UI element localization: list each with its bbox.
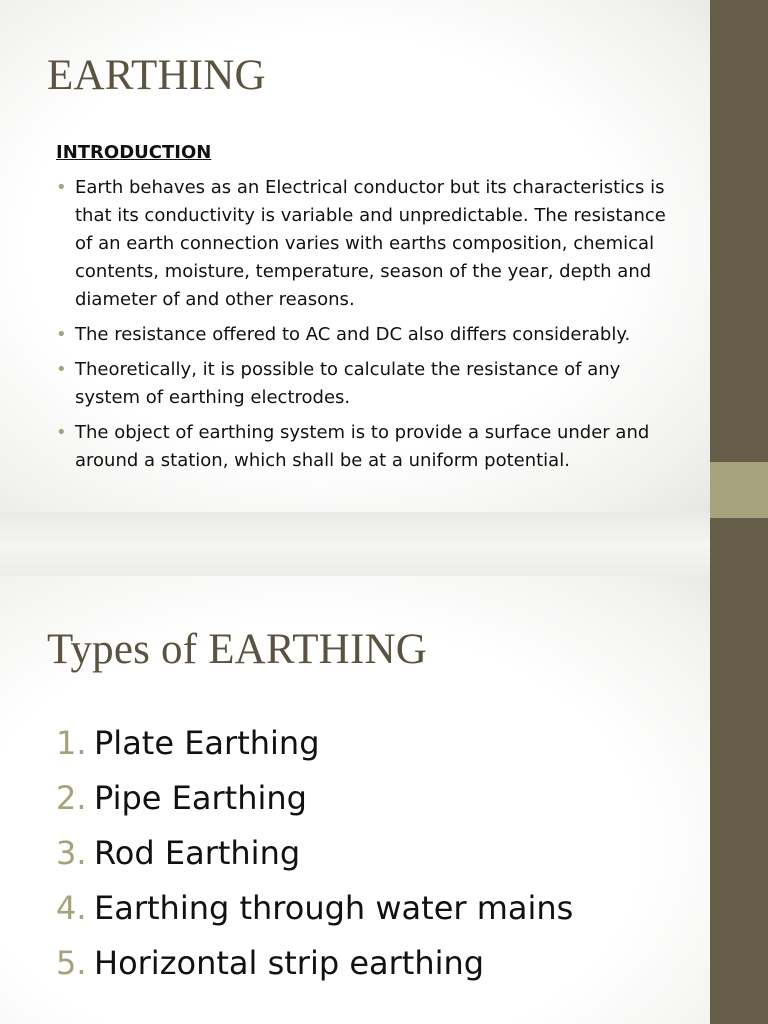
type-item-pipe — [56, 771, 573, 826]
type-item-water-mains — [56, 881, 573, 936]
slide-separator — [0, 512, 768, 576]
item-number: 1. — [56, 724, 87, 762]
item-label: Earthing through water mains — [94, 889, 574, 927]
bullet-list — [56, 174, 668, 482]
types-list — [56, 716, 573, 991]
bullet-item — [56, 174, 668, 314]
section-heading: INTRODUCTION — [56, 142, 212, 163]
bullet-item — [56, 419, 668, 475]
type-item-rod — [56, 826, 573, 881]
bullet-text: Earth behaves as an Electrical conductor but its characteristics is that its conductivity is variable and unpredictable. The resistance of an earth connection varies with earths composition, chemical contents, moisture, temperature, season of the year, depth and diameter of and other reasons. — [75, 177, 666, 310]
item-label: Pipe Earthing — [94, 779, 307, 817]
bullet-dot-icon: • — [56, 359, 67, 380]
item-label: Plate Earthing — [94, 724, 320, 762]
item-label: Horizontal strip earthing — [94, 944, 485, 982]
bullet-text: Theoretically, it is possible to calculate the resistance of any system of earthing electrodes. — [75, 359, 621, 408]
slide-types-of-earthing — [0, 576, 768, 1024]
bullet-text: The object of earthing system is to provide a surface under and around a station, which shall be at a uniform potential. — [75, 422, 650, 471]
slide-title: Types of EARTHING — [47, 626, 427, 673]
sidebar-accent-block — [710, 462, 768, 518]
bullet-item — [56, 356, 668, 412]
bullet-dot-icon: • — [56, 422, 67, 443]
item-number: 4. — [56, 889, 87, 927]
bullet-dot-icon: • — [56, 177, 67, 198]
bullet-text: The resistance offered to AC and DC also differs considerably. — [75, 324, 631, 345]
item-number: 2. — [56, 779, 87, 817]
type-item-horizontal-strip — [56, 936, 573, 991]
bullet-dot-icon: • — [56, 324, 67, 345]
item-number: 3. — [56, 834, 87, 872]
bullet-item — [56, 321, 668, 349]
slide-title: EARTHING — [47, 52, 266, 99]
type-item-plate — [56, 716, 573, 771]
item-number: 5. — [56, 944, 87, 982]
item-label: Rod Earthing — [94, 834, 301, 872]
